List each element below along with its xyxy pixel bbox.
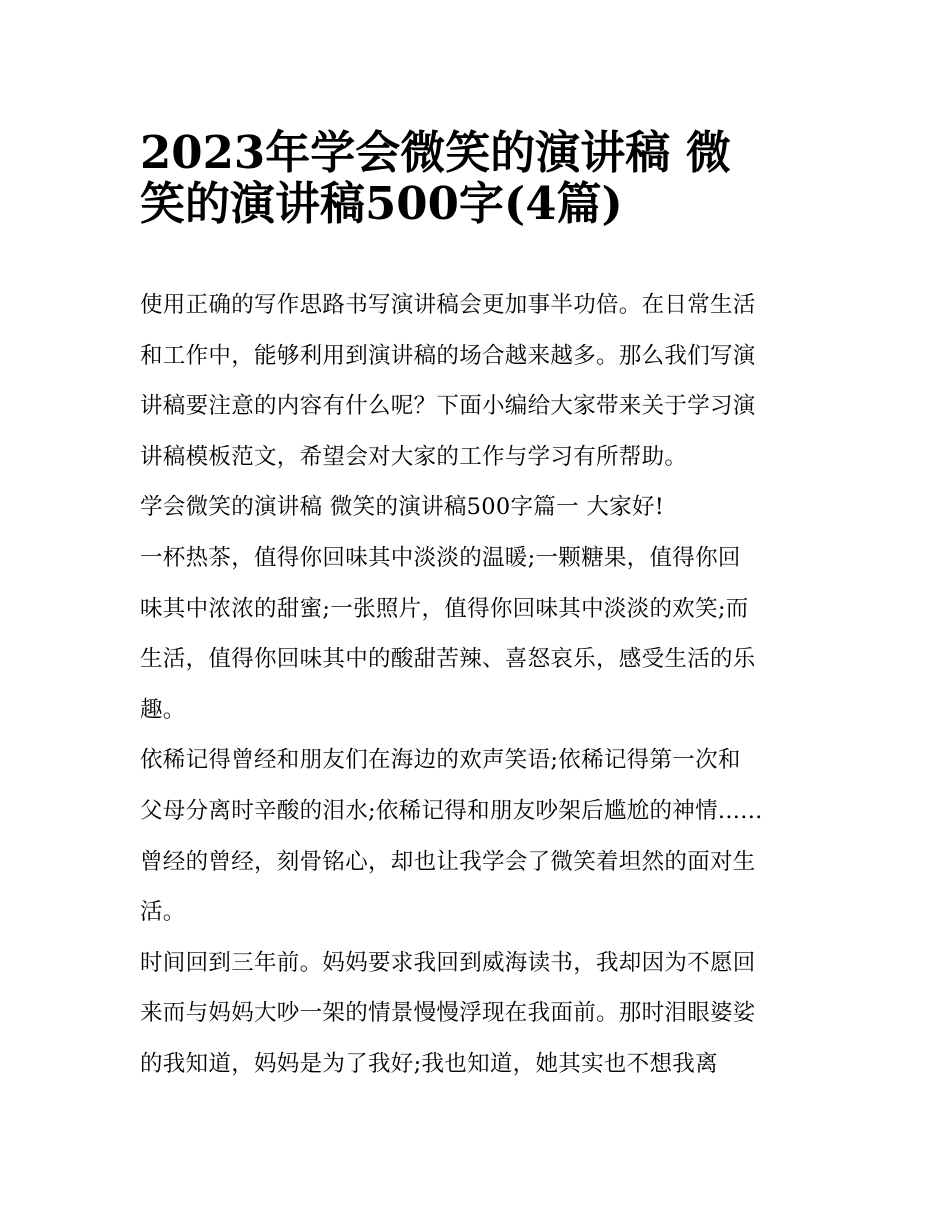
body-line: 曾经的曾经，刻骨铭心，却也让我学会了微笑着坦然的面对生	[140, 848, 756, 875]
body-line: 生活，值得你回味其中的酸甜苦辣、喜怒哀乐，感受生活的乐	[140, 646, 756, 673]
body-line: 味其中浓浓的甜蜜;一张照片，值得你回味其中淡淡的欢笑;而	[140, 595, 749, 622]
body-line: 时间回到三年前。妈妈要求我回到威海读书，我却因为不愿回	[140, 949, 756, 976]
title-line: 2023年学会微笑的演讲稿 微	[140, 126, 731, 179]
section-heading-line: 学会微笑的演讲稿 微笑的演讲稿500字篇一 大家好!	[140, 494, 665, 521]
body-line: 讲稿要注意的内容有什么呢？下面小编给大家带来关于学习演	[140, 393, 756, 420]
body-line: 使用正确的写作思路书写演讲稿会更加事半功倍。在日常生活	[140, 292, 756, 318]
body-line: 活。	[140, 899, 186, 926]
body-line: 趣。	[140, 696, 186, 723]
body-line: 讲稿模板范文，希望会对大家的工作与学习有所帮助。	[140, 443, 688, 470]
body-line: 来而与妈妈大吵一架的情景慢慢浮现在我面前。那时泪眼婆娑	[140, 1000, 756, 1027]
body-line: 一杯热茶，值得你回味其中淡淡的温暖;一颗糖果，值得你回	[140, 544, 741, 571]
body-line: 父母分离时辛酸的泪水;依稀记得和朋友吵架后尴尬的神情......	[140, 797, 763, 824]
title-line: 笑的演讲稿500字(4篇)	[140, 176, 623, 230]
document-title	[140, 114, 820, 230]
body-line: 依稀记得曾经和朋友们在海边的欢声笑语;依稀记得第一次和	[140, 747, 741, 774]
document-body	[140, 280, 820, 1090]
body-line: 的我知道，妈妈是为了我好;我也知道，她其实也不想我离	[140, 1050, 718, 1077]
body-line: 和工作中，能够利用到演讲稿的场合越来越多。那么我们写演	[140, 342, 756, 369]
